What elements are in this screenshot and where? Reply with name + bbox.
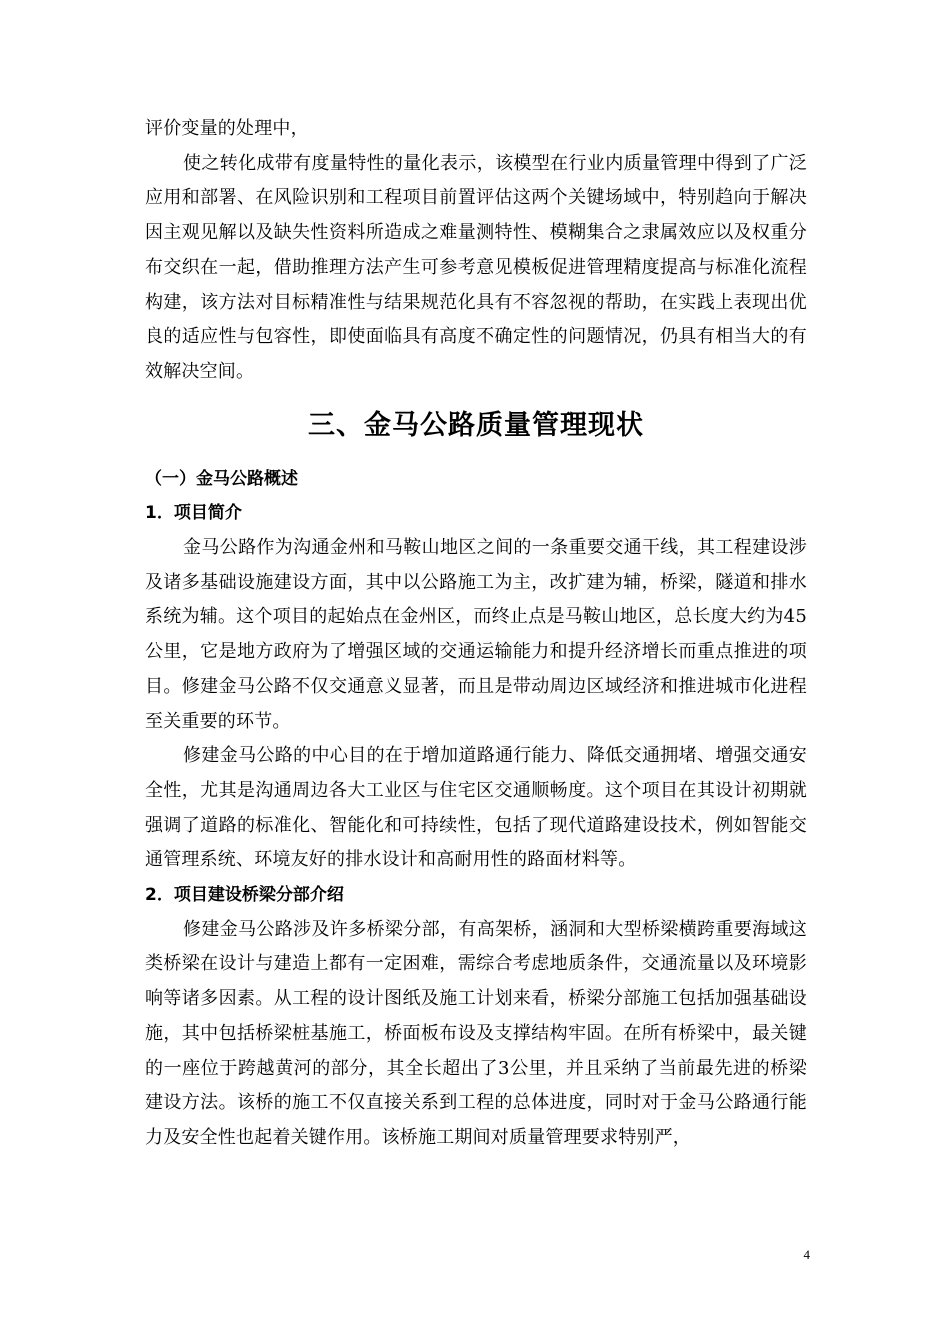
paragraph-bridge-intro: 修建金马公路涉及许多桥梁分部，有高架桥，涵洞和大型桥梁横跨重要海域这类桥梁在设计与建造上都有一定困难，需综合考虑地质条件，交通流量以及环境影响等诸多因素。从工程的设计图纸及施工计划来看，桥梁分部施工包括加强基础设施，其中包括桥梁桩基施工，桥面板布设及支撑结构牢固。在所有桥梁中，最关键的一座位于跨越黄河的部分，其全长超出了3公里，并且采纳了当前最先进的桥梁建设方法。该桥的施工不仅直接关系到工程的总体进度，同时对于金马公路通行能力及安全性也起着关键作用。该桥施工期间对质量管理要求特别严， bbox=[145, 918, 807, 1148]
paragraph-continuation: 评价变量的处理中， bbox=[145, 118, 309, 139]
paragraph-project-overview: 金马公路作为沟通金州和马鞍山地区之间的一条重要交通干线，其工程建设涉及诸多基础设施建设方面，其中以公路施工为主，改扩建为辅，桥梁，隧道和排水系统为辅。这个项目的起始点在金州区，而终止点是马鞍山地区，总长度大约为45公里，它是地方政府为了增强区域的交通运输能力和提升经济增长而重点推进的项目。修建金马公路不仅交通意义显著，而且是带动周边区域经济和推进城市化进程至关重要的环节。 bbox=[145, 537, 807, 732]
subsection-title-bridge: 2．项目建设桥梁分部介绍 bbox=[145, 885, 344, 906]
paragraph-fuzzy-model: 使之转化成带有度量特性的量化表示，该模型在行业内质量管理中得到了广泛应用和部署、在风险识别和工程项目前置评估这两个关键场域中，特别趋向于解决因主观见解以及缺失性资料所造成之难量测特性、模糊集合之隶属效应以及权重分布交织在一起，借助推理方法产生可参考意见模板促进管理精度提高与标准化流程构建，该方法对目标精准性与结果规范化具有不容忽视的帮助，在实践上表现出优良的适应性与包容性，即使面临具有高度不确定性的问题情况，仍具有相当大的有效解决空间。 bbox=[145, 152, 807, 382]
document-page bbox=[145, 112, 807, 1156]
page-number: 4 bbox=[803, 1247, 810, 1262]
section-title: （一）金马公路概述 bbox=[145, 468, 298, 489]
chapter-title: 三、金马公路质量管理现状 bbox=[308, 409, 644, 441]
subsection-title-project-intro: 1．项目简介 bbox=[145, 503, 242, 524]
paragraph-project-goals: 修建金马公路的中心目的在于增加道路通行能力、降低交通拥堵、增强交通安全性，尤其是沟通周边各大工业区与住宅区交通顺畅度。这个项目在其设计初期就强调了道路的标准化、智能化和可持续性，包括了现代道路建设技术，例如智能交通管理系统、环境友好的排水设计和高耐用性的路面材料等。 bbox=[145, 745, 807, 871]
